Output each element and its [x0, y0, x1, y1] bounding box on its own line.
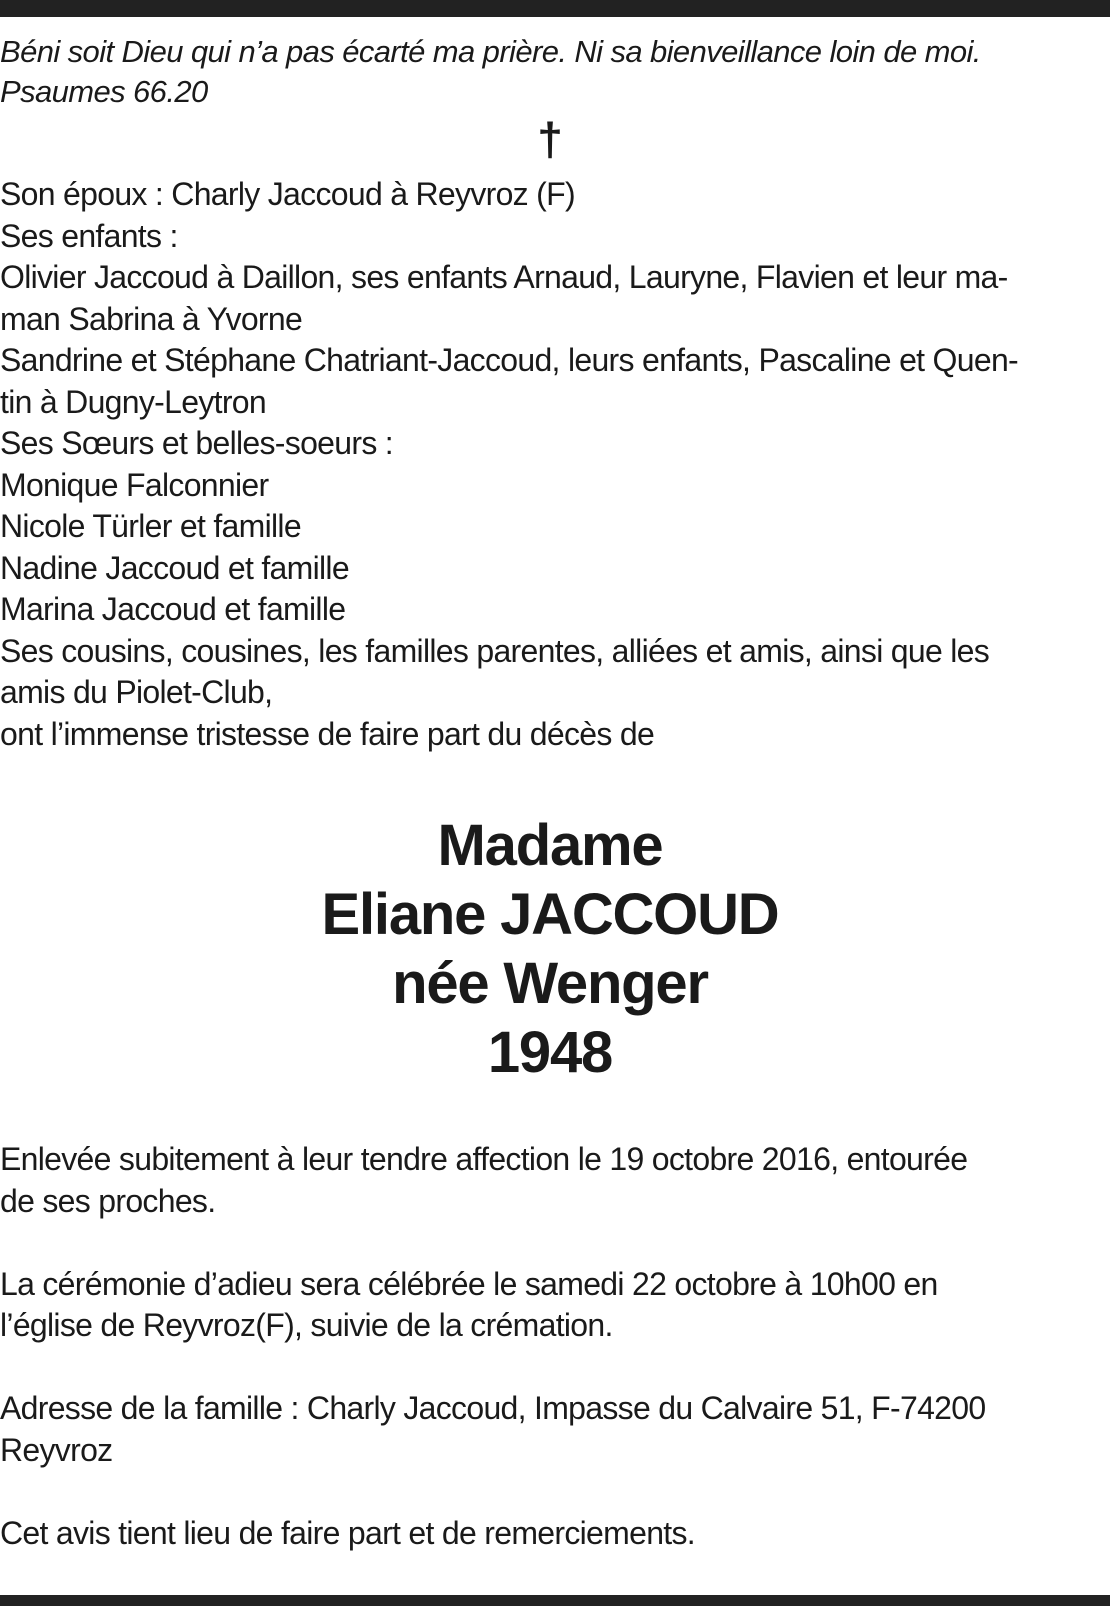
family-line-sister-2: Nicole Türler et famille — [0, 508, 301, 544]
family-line-spouse: Son époux : Charly Jaccoud à Reyvroz (F) — [0, 176, 575, 212]
ceremony-paragraph-line-1: La cérémonie d’adieu sera célébrée le samedi 22 octobre à 10h00 en — [0, 1265, 938, 1302]
deceased-name: Eliane JACCOUD — [321, 882, 779, 947]
address-paragraph-line-2: Reyvroz — [0, 1431, 113, 1468]
deceased-name-block — [0, 811, 1100, 1087]
obituary-notice — [0, 32, 1100, 1554]
family-line-announcement: ont l’immense tristesse de faire part du décès de — [0, 715, 655, 752]
family-line-sister-4: Marina Jaccoud et famille — [0, 591, 346, 627]
cross-icon: † — [537, 113, 563, 165]
paragraph-gap — [0, 1471, 1100, 1513]
notice-details — [0, 1139, 1100, 1554]
deceased-maiden-name: née Wenger — [392, 951, 708, 1016]
deceased-birth-year: 1948 — [487, 1020, 613, 1085]
ceremony-paragraph-line-2: l’église de Reyvroz(F), suivie de la crémation. — [0, 1307, 613, 1343]
paragraph-gap — [0, 1347, 1100, 1389]
bottom-border-rule — [0, 1595, 1110, 1606]
bible-verse: Béni soit Dieu qui n’a pas écarté ma prière. Ni sa bienveillance loin de moi. — [0, 34, 981, 69]
family-line-child-2: Sandrine et Stéphane Chatriant-Jaccoud, leurs enfants, Pascaline et Quen- — [0, 342, 1018, 378]
deceased-title: Madame — [437, 813, 663, 878]
death-paragraph-line-2: de ses proches. — [0, 1182, 216, 1219]
family-line-child-2-cont: tin à Dugny-Leytron — [0, 383, 266, 420]
family-line-children-heading: Ses enfants : — [0, 217, 178, 254]
family-line-sister-3: Nadine Jaccoud et famille — [0, 549, 349, 586]
family-line-child-1: Olivier Jaccoud à Daillon, ses enfants Arnaud, Lauryne, Flavien et leur ma- — [0, 259, 1008, 295]
closing-paragraph: Cet avis tient lieu de faire part et de remerciements. — [0, 1514, 695, 1551]
family-list — [0, 174, 1100, 755]
top-border-rule — [0, 0, 1110, 17]
family-line-sisters-heading: Ses Sœurs et belles-soeurs : — [0, 425, 393, 461]
family-line-relatives-cont: amis du Piolet-Club, — [0, 674, 273, 710]
family-line-relatives: Ses cousins, cousines, les familles parentes, alliées et amis, ainsi que les — [0, 632, 990, 669]
family-line-child-1-cont: man Sabrina à Yvorne — [0, 300, 303, 337]
address-paragraph-line-1: Adresse de la famille : Charly Jaccoud, Impasse du Calvaire 51, F-74200 — [0, 1390, 986, 1426]
death-paragraph-line-1: Enlevée subitement à leur tendre affection le 19 octobre 2016, entourée — [0, 1141, 968, 1177]
bible-verse-reference: Psaumes 66.20 — [0, 74, 208, 109]
family-line-sister-1: Monique Falconnier — [0, 466, 269, 503]
paragraph-gap — [0, 1222, 1100, 1264]
